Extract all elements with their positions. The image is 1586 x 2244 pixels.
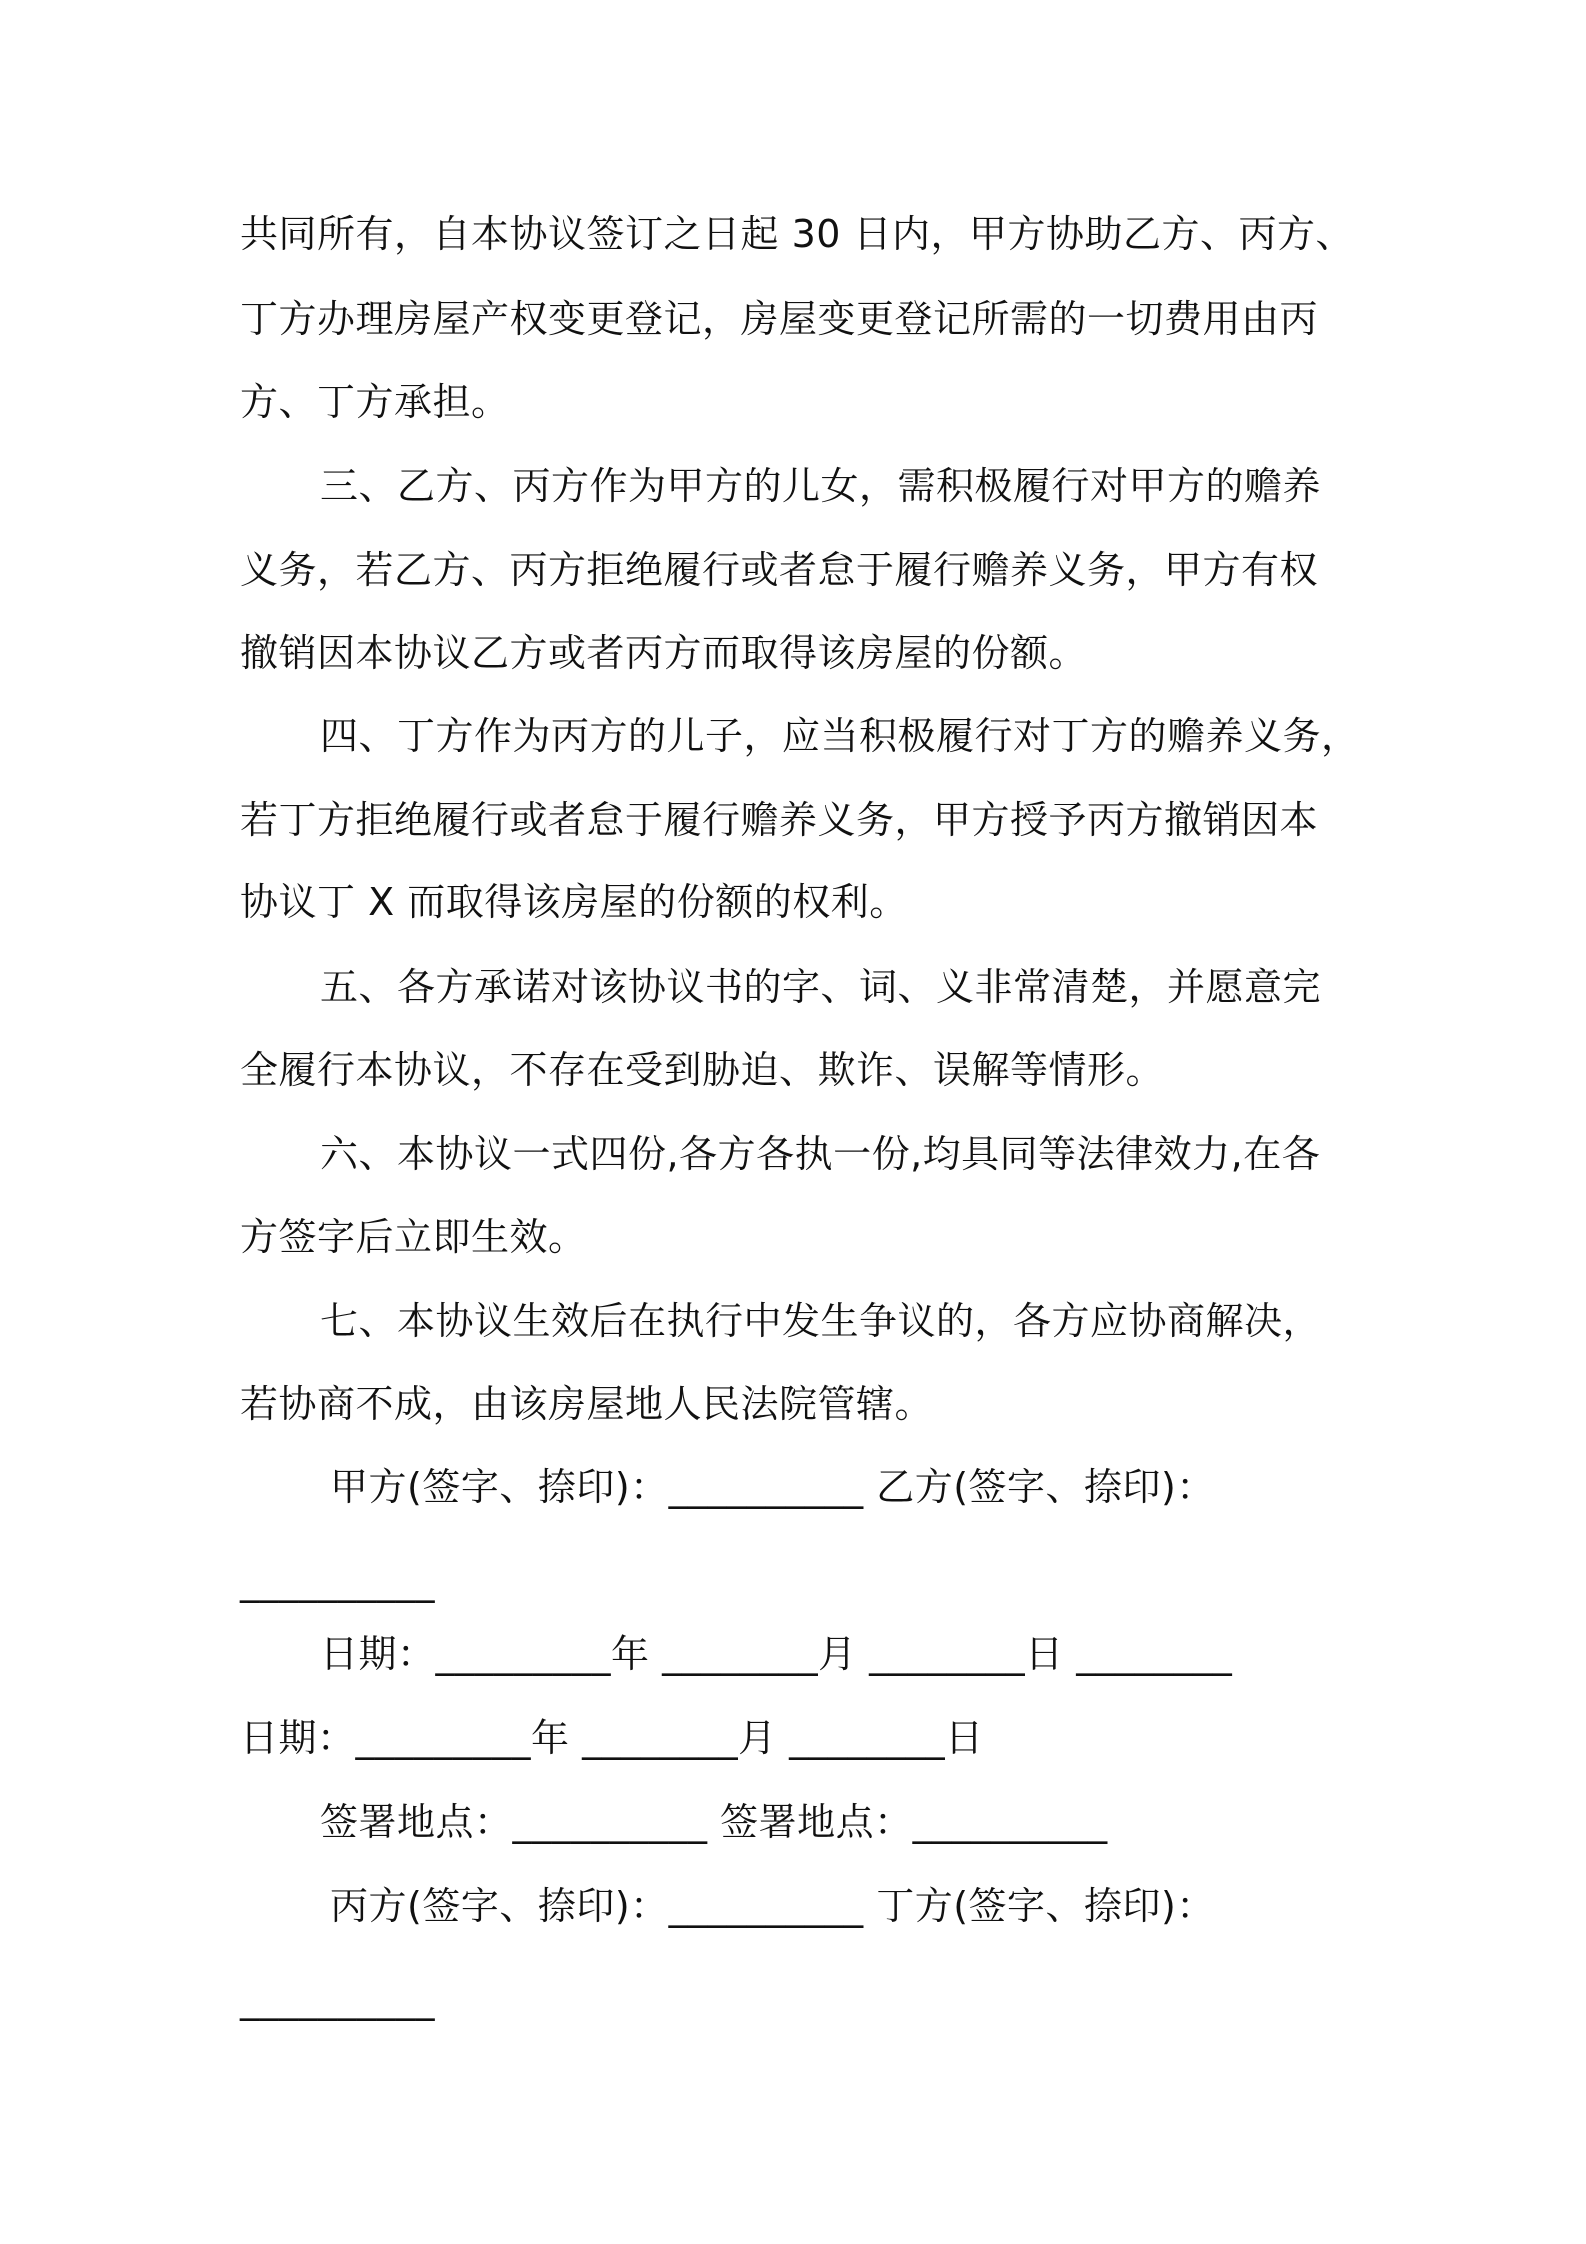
date-line: 日期：_________年 ________月 ________日 [240, 1716, 984, 1760]
paragraph-line: 全履行本协议，不存在受到胁迫、欺诈、误解等情形。 [240, 1048, 1165, 1092]
paragraph-line: 方、丁方承担。 [240, 380, 510, 424]
paragraph-line: 若丁方拒绝履行或者怠于履行赡养义务，甲方授予丙方撤销因本 [240, 798, 1319, 842]
paragraph-line: 五、各方承诺对该协议书的字、词、义非常清楚，并愿意完 [320, 965, 1322, 1009]
paragraph-line: 共同所有，自本协议签订之日起 30 日内，甲方协助乙方、丙方、 [240, 212, 1355, 256]
paragraph-line: 三、乙方、丙方作为甲方的儿女，需积极履行对甲方的赡养 [320, 464, 1322, 508]
signature-line-party-c-d: 丙方(签字、捺印)：__________ 丁方(签字、捺印)： [330, 1884, 1215, 1928]
paragraph-line: 丁方办理房屋产权变更登记，房屋变更登记所需的一切费用由丙 [240, 297, 1319, 341]
paragraph-line: 协议丁 X 而取得该房屋的份额的权利。 [240, 880, 908, 924]
paragraph-line: 若协商不成，由该房屋地人民法院管辖。 [240, 1382, 934, 1426]
signature-line-party-a-b: 甲方(签字、捺印)：__________ 乙方(签字、捺印)： [330, 1465, 1215, 1509]
paragraph-line: 七、本协议生效后在执行中发生争议的，各方应协商解决， [320, 1299, 1322, 1343]
signature-blank: __________ [240, 1559, 435, 1603]
paragraph-line: 撤销因本协议乙方或者丙方而取得该房屋的份额。 [240, 631, 1088, 675]
paragraph-line: 六、本协议一式四份,各方各执一份,均具同等法律效力,在各 [320, 1132, 1321, 1176]
signature-blank: __________ [240, 1977, 435, 2021]
paragraph-line: 四、丁方作为丙方的儿子，应当积极履行对丁方的赡养义务， [320, 714, 1360, 758]
paragraph-line: 义务，若乙方、丙方拒绝履行或者怠于履行赡养义务，甲方有权 [240, 548, 1319, 592]
paragraph-line: 方签字后立即生效。 [240, 1215, 587, 1259]
signing-place-line: 签署地点：__________ 签署地点：__________ [320, 1800, 1108, 1844]
date-line: 日期：_________年 ________月 ________日 ________ [320, 1632, 1233, 1676]
